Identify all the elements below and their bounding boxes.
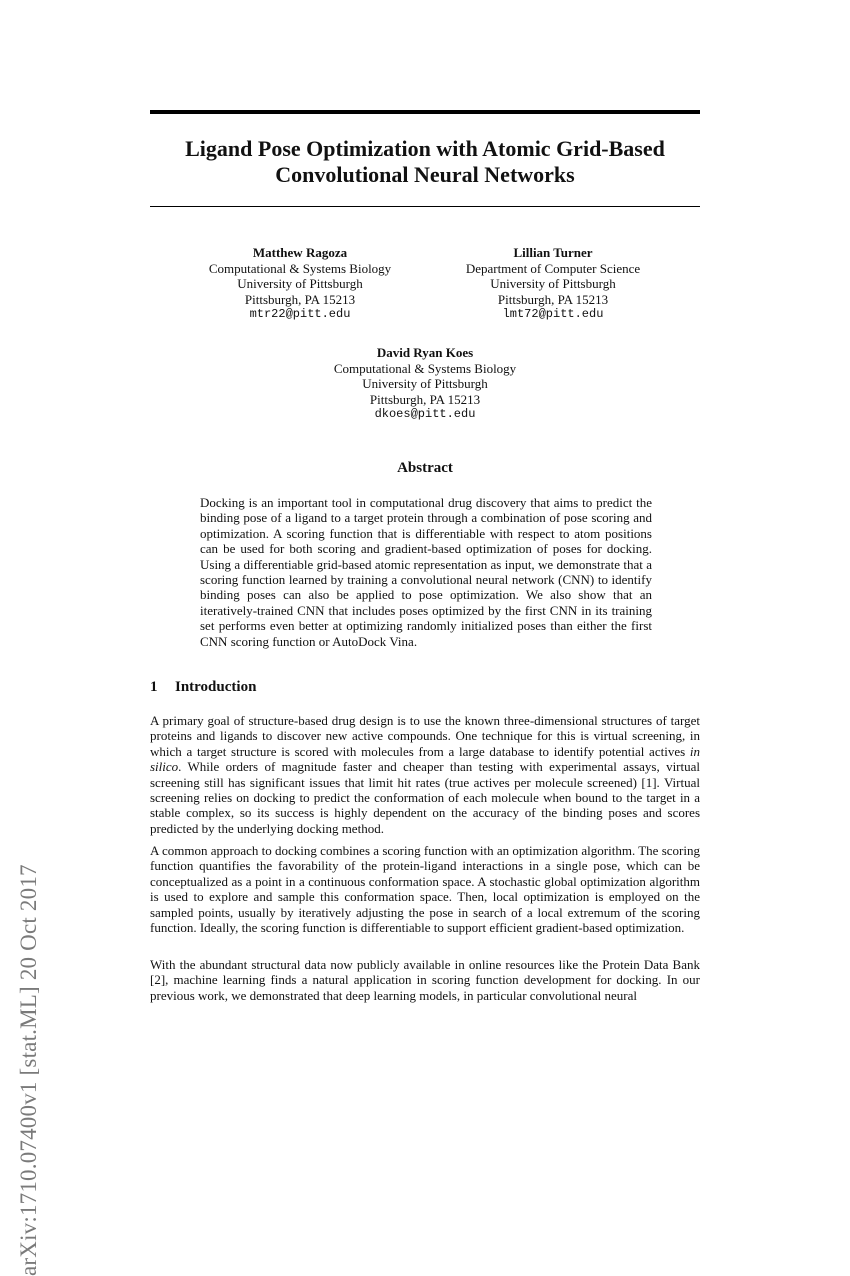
author-email: dkoes@pitt.edu (374, 407, 476, 421)
intro-p1-text-a: A primary goal of structure-based drug design is to use the known three-dimensional structures of target proteins and ligands to discover new active compounds. One technique for this is virtual screening, in which a target structure is scored with molecules from a large database to identify potential actives (150, 713, 700, 759)
author-city: Pittsburgh, PA 15213 (244, 291, 356, 307)
intro-p1-emphasis: in silico (150, 743, 700, 775)
title-rule-top (150, 110, 700, 114)
author-department: Department of Computer Science (465, 260, 641, 276)
author-email: lmt72@pitt.edu (502, 307, 604, 321)
section-title: Introduction (175, 679, 257, 695)
author-block-1 (190, 245, 410, 323)
title-line-2: Convolutional Neural Networks (275, 162, 575, 187)
section-heading-introduction (150, 679, 256, 696)
title-line-1: Ligand Pose Optimization with Atomic Grid-Based (185, 136, 665, 161)
paper-title (150, 136, 700, 188)
author-block-2 (443, 245, 663, 323)
intro-paragraph-1 (150, 713, 700, 836)
arxiv-identifier-text: arXiv:1710.07400v1 [stat.ML] 20 Oct 2017 (16, 864, 41, 1276)
author-university: University of Pittsburgh (237, 276, 363, 291)
arxiv-identifier-stamp (3, 292, 53, 1276)
author-name: David Ryan Koes (376, 345, 474, 360)
author-university: University of Pittsburgh (362, 376, 488, 391)
intro-p1-text-b: . While orders of magnitude faster and cheaper than testing with experimental assays, virtual screening still has significant issues that limit hit rates (true actives per molecule screened) [1]. Virtual screening relies on docking to predict the conformation of each molecule when bound to the target in a stable complex, so its success is highly dependent on the accuracy of the binding poses and scores predicted by the underlying docking method. (150, 759, 700, 836)
author-university: University of Pittsburgh (490, 276, 616, 291)
author-department: Computational & Systems Biology (333, 360, 517, 376)
abstract-text: Docking is an important tool in computational drug discovery that aims to predict the binding pose of a ligand to a target protein through a combination of pose scoring and optimization. A scoring function that is differentiable with respect to atom positions can be used for both scoring and gradient-based optimization of poses for docking. Using a differentiable grid-based atomic representation as input, we demonstrate that a scoring function learned by training a convolutional neural network (CNN) to identify binding poses can also be applied to pose optimization. We also show that an iteratively-trained CNN that includes poses optimized by the first CNN in its training set performs even better at optimizing randomly initialized poses than either the first CNN scoring function or AutoDock Vina. (200, 495, 652, 649)
intro-paragraph-2: A common approach to docking combines a scoring function with an optimization algorithm. The scoring function quantifies the favorability of the protein-ligand interactions in a single pose, which can be conceptualized as a point in a continuous conformation space. A stochastic global optimization algorithm is used to explore and sample this conformation space. Then, local optimization is employed on the sampled points, usually by iteratively adjusting the pose in search of a local extremum of the scoring function. Ideally, the scoring function is differentiable to support efficient gradient-based optimization. (150, 843, 700, 936)
intro-paragraph-3: With the abundant structural data now publicly available in online resources like the Protein Data Bank [2], machine learning finds a natural application in scoring function development for docking. In our previous work, we demonstrated that deep learning models, in particular convolutional neural (150, 957, 700, 1003)
title-rule-bottom (150, 206, 700, 207)
section-number: 1 (150, 679, 158, 695)
author-department: Computational & Systems Biology (208, 260, 392, 276)
author-name: Matthew Ragoza (252, 245, 348, 260)
author-name: Lillian Turner (513, 245, 593, 260)
author-city: Pittsburgh, PA 15213 (497, 291, 609, 307)
author-email: mtr22@pitt.edu (249, 307, 351, 321)
author-block-3 (315, 345, 535, 423)
author-city: Pittsburgh, PA 15213 (369, 391, 481, 407)
abstract-heading: Abstract (397, 460, 453, 476)
